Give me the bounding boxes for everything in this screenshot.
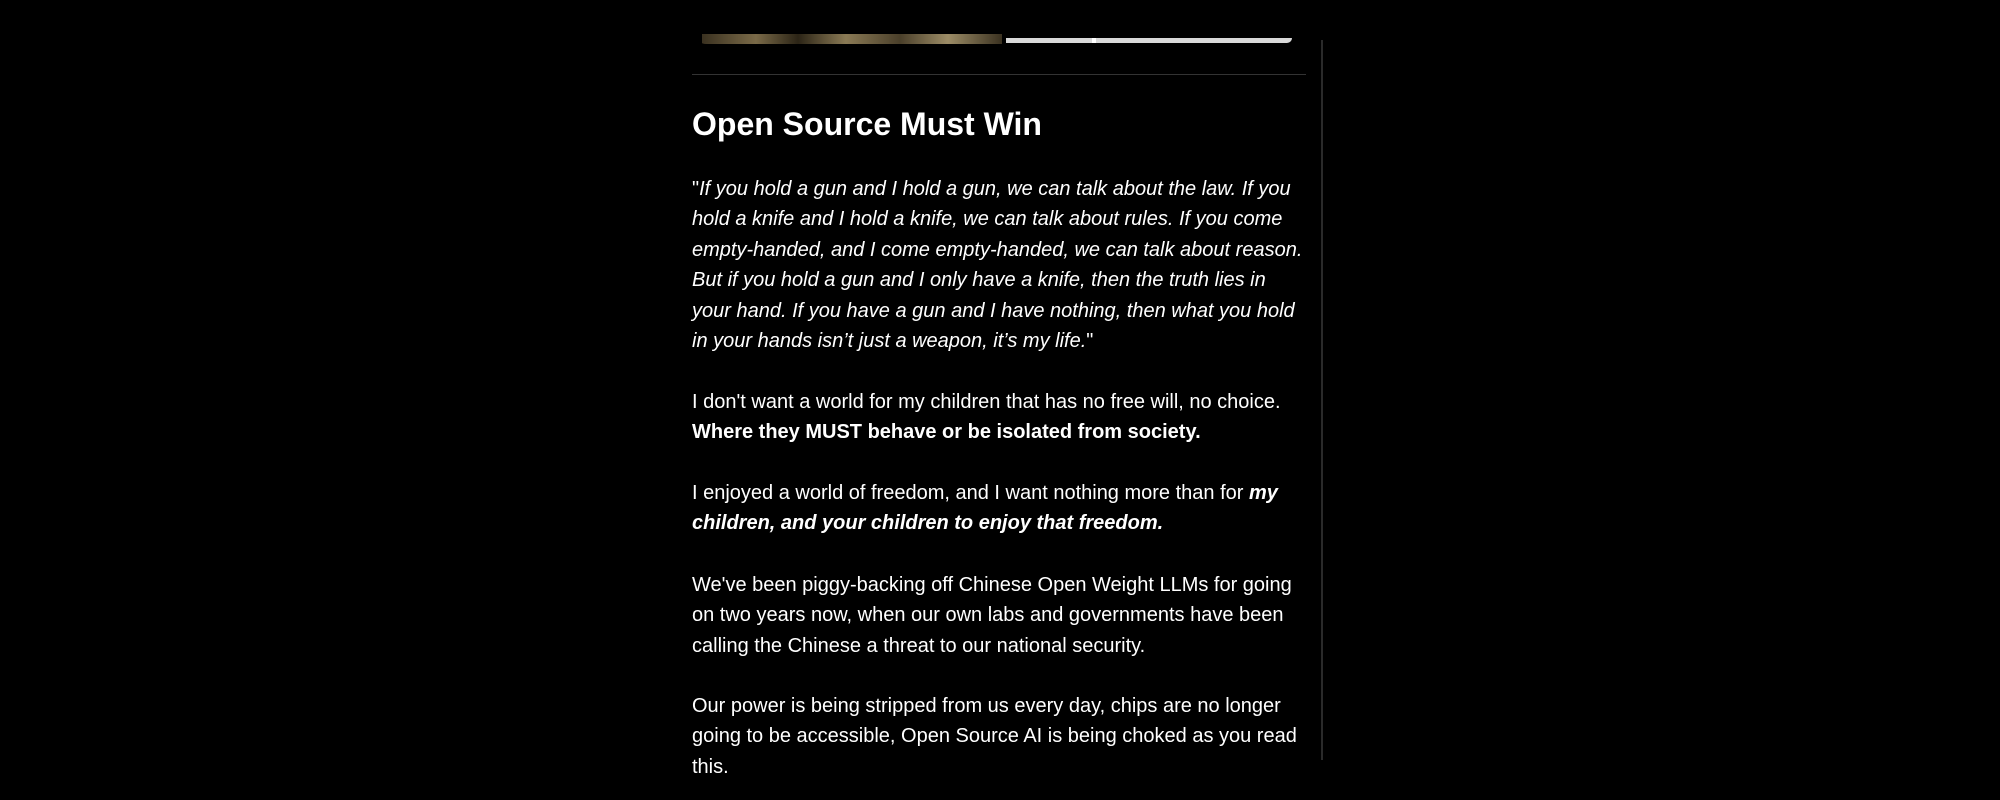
media-progress-track[interactable] <box>1006 38 1292 43</box>
paragraph-free-will <box>692 387 1304 448</box>
column-right-border <box>1321 40 1323 760</box>
paragraph-free-will-emphasis: Where they MUST behave or be isolated from society. <box>692 421 1201 444</box>
quote-close-mark: " <box>1086 330 1094 353</box>
section-heading: Open Source Must Win <box>692 106 1042 142</box>
embedded-media-bottom[interactable] <box>696 0 1300 44</box>
paragraph-freedom-text: I enjoyed a world of freedom, and I want nothing more than for <box>692 482 1249 504</box>
media-progress-marker <box>1092 38 1096 43</box>
quote-open-mark: " <box>692 178 700 200</box>
section-divider <box>692 74 1306 75</box>
paragraph-power: Our power is being stripped from us every day, chips are no longer going to be accessible, Open Source AI is being choked as you read this. <box>692 695 1297 778</box>
media-thumbnail <box>702 34 1002 44</box>
quote-paragraph <box>692 174 1304 356</box>
paragraph-freedom-emphasis: my children, and your children to enjoy that freedom. <box>692 482 1278 535</box>
paragraph-freedom <box>692 478 1304 539</box>
paragraph-free-will-text: I don't want a world for my children that has no free will, no choice. <box>692 391 1281 413</box>
paragraph-open-weight: We've been piggy-backing off Chinese Open Weight LLMs for going on two years now, when our own labs and governments have been calling the Chinese a threat to our national security. <box>692 574 1292 657</box>
quote-text: If you hold a gun and I hold a gun, we can talk about the law. If you hold a knife and I hold a knife, we can talk about rules. If you come empty-handed, and I come empty-handed, we can talk about reason. But if you hold a gun and I only have a knife, then the truth lies in your hand. If you have a gun and I have nothing, then what you hold in your hands isn’t just a weapon, it’s my life. <box>692 178 1303 353</box>
